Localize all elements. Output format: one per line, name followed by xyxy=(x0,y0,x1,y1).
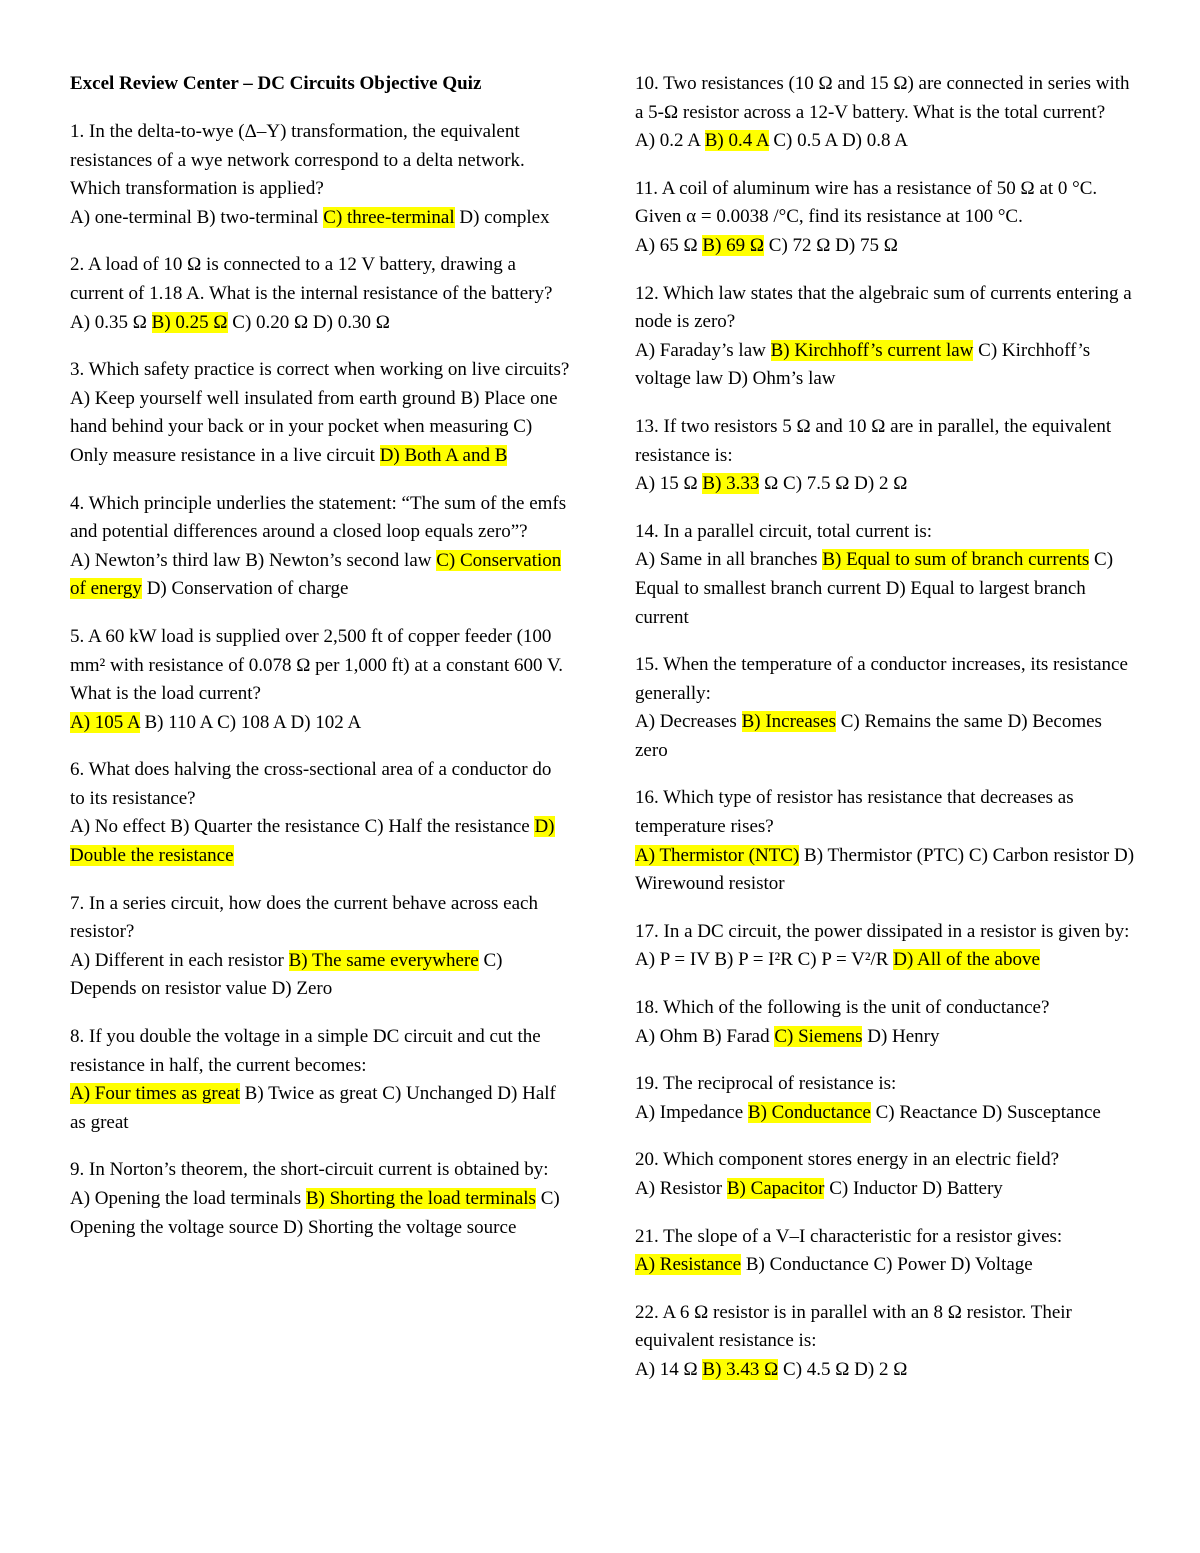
answer-option: D) Susceptance xyxy=(982,1101,1101,1123)
answer-option: A) Resistor xyxy=(635,1178,723,1199)
question-21 xyxy=(635,1223,1135,1280)
answer-option: D) Battery xyxy=(922,1178,1003,1199)
answer-option: A) Ohm xyxy=(635,1025,698,1047)
question-text: 15. When the temperature of a conductor increases, its resistance generally: xyxy=(635,654,1128,704)
answer-option: C) Reactance xyxy=(875,1101,978,1123)
answer-options xyxy=(635,946,1135,975)
question-15 xyxy=(635,651,1135,765)
answer-option: D) 2 Ω xyxy=(854,1358,908,1380)
answer-option: C) 108 A xyxy=(217,711,286,733)
answer-options xyxy=(635,337,1135,394)
answer-option-highlighted: A) 105 A xyxy=(70,711,140,733)
answer-option: D) complex xyxy=(459,206,550,228)
answer-option-highlighted: D) All of the above xyxy=(893,949,1040,971)
question-text: 3. Which safety practice is correct when working on live circuits? xyxy=(70,359,570,381)
question-19 xyxy=(635,1070,1135,1127)
question-text: 21. The slope of a V–I characteristic for a resistor gives: xyxy=(635,1225,1063,1247)
answer-option-highlighted: B) 3.33 xyxy=(702,473,760,495)
answer-option: A) Decreases xyxy=(635,711,737,733)
answer-options xyxy=(635,127,1135,156)
answer-option: A) 65 Ω xyxy=(635,234,698,256)
question-text: 5. A 60 kW load is supplied over 2,500 ft of copper feeder (100 mm² with resistance of 0.078 Ω per 1,000 ft) at a constant 600 V. What is the load current? xyxy=(70,625,563,705)
answer-option: A) 14 Ω xyxy=(635,1358,698,1380)
answer-option: D) 2 Ω xyxy=(854,473,908,495)
answer-option-highlighted: D) Both A and B xyxy=(379,444,508,466)
question-11 xyxy=(635,175,1135,261)
answer-option: B) Newton’s second law xyxy=(245,549,432,571)
answer-option: D) Henry xyxy=(867,1025,940,1047)
answer-option: D) Voltage xyxy=(950,1254,1033,1276)
question-13 xyxy=(635,413,1135,499)
question-8 xyxy=(70,1023,570,1137)
answer-option: A) Same in all branches xyxy=(635,549,818,571)
right-column xyxy=(635,70,1135,1404)
answer-option: A) Different in each resistor xyxy=(70,949,284,971)
answer-option: C) 0.5 A xyxy=(773,130,838,152)
answer-option: C) 7.5 Ω xyxy=(783,473,850,495)
answer-option: D) Becomes zero xyxy=(635,711,1102,761)
question-text: 13. If two resistors 5 Ω and 10 Ω are in parallel, the equivalent resistance is: xyxy=(635,415,1112,466)
answer-option-highlighted: A) Resistance xyxy=(635,1254,742,1276)
answer-option: A) Faraday’s law xyxy=(635,339,766,361)
answer-options xyxy=(635,1099,1135,1128)
question-text: 7. In a series circuit, how does the current behave across each resistor? xyxy=(70,892,538,943)
answer-options xyxy=(635,1023,1135,1052)
question-text: 2. A load of 10 Ω is connected to a 12 V battery, drawing a current of 1.18 A. What is the internal resistance of the battery? xyxy=(70,254,553,304)
answer-option: D) Equal to largest branch current xyxy=(635,577,1086,628)
question-4 xyxy=(70,490,570,604)
answer-option-highlighted: C) three-terminal xyxy=(323,206,455,228)
answer-option: B) Place one hand behind your back or in your pocket when measuring xyxy=(70,387,558,438)
answer-options xyxy=(70,947,570,1004)
answer-options xyxy=(635,1251,1135,1280)
answer-options xyxy=(70,813,570,870)
question-text: 20. Which component stores energy in an electric field? xyxy=(635,1149,1060,1171)
answer-option: D) 0.8 A xyxy=(841,130,908,152)
answer-option: B) Thermistor (PTC) xyxy=(804,844,965,866)
answer-options xyxy=(635,1356,1135,1385)
answer-option-highlighted: B) Equal to sum of branch currents xyxy=(822,549,1090,571)
question-text: 14. In a parallel circuit, total current is: xyxy=(635,520,933,542)
answer-option: C) Equal to smallest branch current xyxy=(635,549,1114,599)
question-3 xyxy=(70,356,570,470)
question-22 xyxy=(635,1299,1135,1385)
question-17 xyxy=(635,918,1135,975)
answer-option: B) two-terminal xyxy=(196,206,319,228)
answer-option-highlighted: C) Siemens xyxy=(774,1025,863,1047)
answer-option: B) P = I²R xyxy=(714,949,793,971)
question-9 xyxy=(70,1156,570,1242)
answer-option: B) Quarter the resistance xyxy=(170,816,360,838)
answer-option-highlighted: D) Double the resistance xyxy=(70,816,555,867)
answer-options xyxy=(635,1175,1135,1204)
question-text: 10. Two resistances (10 Ω and 15 Ω) are connected in series with a 5-Ω resistor across a 12-V battery. What is the total current? xyxy=(635,73,1130,123)
answer-option: C) 72 Ω xyxy=(768,234,831,256)
answer-option: C) Power xyxy=(873,1254,946,1276)
answer-option: D) Ohm’s law xyxy=(727,368,836,390)
left-question-list xyxy=(70,118,570,1242)
question-text: 6. What does halving the cross-sectional area of a conductor do to its resistance? xyxy=(70,759,552,809)
answer-option: C) Half the resistance xyxy=(364,816,530,838)
answer-option: C) Only measure resistance in a live circuit xyxy=(70,416,533,466)
answer-option: B) 110 A xyxy=(144,711,213,733)
question-10 xyxy=(635,70,1135,156)
answer-option-highlighted: B) 0.25 Ω xyxy=(151,311,228,333)
question-text: 18. Which of the following is the unit of conductance? xyxy=(635,997,1050,1019)
answer-option: C) Inductor xyxy=(829,1178,918,1199)
answer-option-highlighted: B) 69 Ω xyxy=(702,234,765,256)
answer-option-highlighted: A) Thermistor (NTC) xyxy=(635,844,800,866)
answer-option: D) Zero xyxy=(271,978,333,1000)
answer-option: B) Farad xyxy=(702,1025,770,1047)
answer-option: A) one-terminal xyxy=(70,206,192,228)
question-text: 11. A coil of aluminum wire has a resistance of 50 Ω at 0 °C. Given α = 0.0038 /°C, find its resistance at 100 °C. xyxy=(635,177,1098,228)
answer-option: A) 0.35 Ω xyxy=(70,311,147,333)
answer-options xyxy=(635,546,1135,632)
answer-option: A) 15 Ω xyxy=(635,473,698,495)
answer-options xyxy=(70,385,570,471)
answer-options xyxy=(70,204,570,233)
question-20 xyxy=(635,1146,1135,1203)
answer-option-highlighted: C) Conservation of energy xyxy=(70,549,562,600)
answer-option-highlighted: B) Conductance xyxy=(747,1101,871,1123)
answer-options xyxy=(70,547,570,604)
answer-option-highlighted: B) 3.43 Ω xyxy=(702,1358,779,1380)
answer-option: C) Unchanged xyxy=(382,1083,493,1105)
answer-option: B) Twice as great xyxy=(244,1083,378,1105)
question-text: 9. In Norton’s theorem, the short-circuit current is obtained by: xyxy=(70,1159,549,1181)
answer-option-highlighted: B) Kirchhoff’s current law xyxy=(770,339,974,361)
answer-option: A) P = IV xyxy=(635,949,710,971)
answer-options xyxy=(635,470,1135,499)
answer-option-highlighted: B) Capacitor xyxy=(726,1178,825,1199)
answer-option: Ω xyxy=(764,473,779,495)
answer-options xyxy=(635,232,1135,261)
answer-options xyxy=(70,1080,570,1137)
question-18 xyxy=(635,994,1135,1051)
answer-option-highlighted: A) Four times as great xyxy=(70,1083,240,1105)
question-16 xyxy=(635,784,1135,898)
answer-options xyxy=(635,708,1135,765)
answer-option: D) Shorting the voltage source xyxy=(283,1216,517,1238)
right-question-list xyxy=(635,70,1135,1385)
question-text: 16. Which type of resistor has resistance that decreases as temperature rises? xyxy=(635,787,1074,838)
answer-option: A) Opening the load terminals xyxy=(70,1188,302,1209)
answer-option: C) Carbon resistor xyxy=(968,844,1110,866)
question-text: 8. If you double the voltage in a simple DC circuit and cut the resistance in half, the current becomes: xyxy=(70,1026,541,1076)
question-text: 1. In the delta-to-wye (Δ–Y) transformation, the equivalent resistances of a wye network correspond to a delta network. Which transformation is applied? xyxy=(70,121,525,200)
answer-option-highlighted: B) 0.4 A xyxy=(704,130,769,152)
question-14 xyxy=(635,518,1135,632)
question-12 xyxy=(635,280,1135,394)
answer-option: D) Half as great xyxy=(70,1083,556,1133)
answer-option: D) 75 Ω xyxy=(835,234,898,256)
question-text: 19. The reciprocal of resistance is: xyxy=(635,1073,897,1095)
question-2 xyxy=(70,251,570,337)
answer-option: C) P = V²/R xyxy=(797,949,889,971)
answer-options xyxy=(70,309,570,338)
question-7 xyxy=(70,890,570,1004)
answer-options xyxy=(70,709,570,738)
answer-option-highlighted: B) Increases xyxy=(741,711,836,733)
answer-option: C) Depends on resistor value xyxy=(70,949,503,1000)
left-column xyxy=(70,70,570,1261)
answer-options xyxy=(70,1185,570,1242)
answer-option: B) Conductance xyxy=(745,1254,869,1276)
answer-option: D) Wirewound resistor xyxy=(635,844,1135,895)
quiz-title: Excel Review Center – DC Circuits Objective Quiz xyxy=(70,73,482,94)
answer-option: C) 0.20 Ω xyxy=(232,311,309,333)
answer-option: A) Keep yourself well insulated from earth ground xyxy=(70,387,456,409)
answer-option-highlighted: B) The same everywhere xyxy=(288,949,479,971)
question-text: 4. Which principle underlies the statement: “The sum of the emfs and potential differences around a closed loop equals zero”? xyxy=(70,492,567,543)
answer-options xyxy=(635,842,1135,899)
answer-option: C) Kirchhoff’s voltage law xyxy=(635,339,1091,390)
answer-option: A) Newton’s third law xyxy=(70,549,241,571)
question-text: 22. A 6 Ω resistor is in parallel with an 8 Ω resistor. Their equivalent resistance is: xyxy=(635,1301,1072,1352)
answer-option: D) Conservation of charge xyxy=(146,578,349,600)
answer-option: A) Impedance xyxy=(635,1101,744,1123)
question-6 xyxy=(70,756,570,870)
answer-option: A) No effect xyxy=(70,816,166,838)
answer-option: C) 4.5 Ω xyxy=(783,1358,850,1380)
answer-option: C) Opening the voltage source xyxy=(70,1188,560,1238)
answer-option-highlighted: B) Shorting the load terminals xyxy=(305,1188,536,1209)
question-text: 17. In a DC circuit, the power dissipated in a resistor is given by: xyxy=(635,920,1130,942)
answer-option: A) 0.2 A xyxy=(635,130,700,152)
answer-option: D) 102 A xyxy=(290,711,362,733)
answer-option: D) 0.30 Ω xyxy=(312,311,390,333)
question-1 xyxy=(70,118,570,232)
question-text: 12. Which law states that the algebraic sum of currents entering a node is zero? xyxy=(635,282,1132,333)
answer-option: C) Remains the same xyxy=(840,711,1003,733)
question-5 xyxy=(70,623,570,737)
